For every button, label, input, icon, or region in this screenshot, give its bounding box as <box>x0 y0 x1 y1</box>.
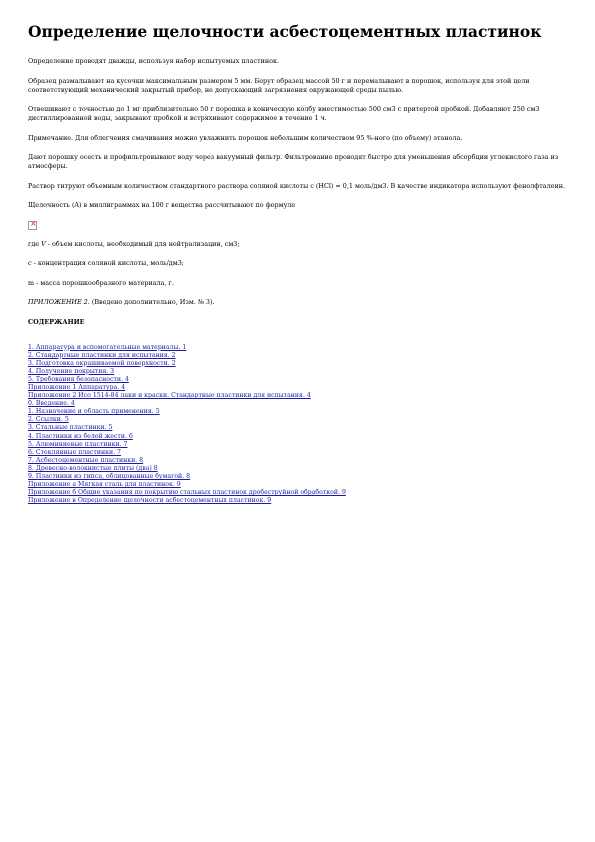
toc-link[interactable]: 5. Алюминиевые пластинки. 7 <box>28 440 128 448</box>
paragraph: Щелочность (A) в миллиграммах на 100 г вещества рассчитывают по формуле <box>28 201 296 209</box>
table-of-contents <box>28 344 567 506</box>
toc-link[interactable]: 2. Стандартные пластинки для испытания. 2 <box>28 351 176 359</box>
toc-link[interactable]: 4. Пластинки из белой жести. 6 <box>28 432 133 440</box>
broken-image-icon <box>28 221 37 230</box>
toc-link[interactable]: 3. Подготовка окрашиваемой поверхности. 2 <box>28 359 176 367</box>
toc-link[interactable]: 3. Стальные пластинки. 5 <box>28 424 113 432</box>
symbol-v: V <box>41 239 46 248</box>
toc-link[interactable]: Приложение 1 Аппаратура. 4 <box>28 383 126 391</box>
toc-link[interactable]: 6. Стеклянные пластинки. 7 <box>28 448 121 456</box>
toc-link[interactable]: 1. Назначение и область применения. 5 <box>28 408 160 416</box>
toc-link[interactable]: Приложение а Мягкая сталь для пластинок. 9 <box>28 481 181 489</box>
toc-link[interactable]: 4. Получение покрытия. 3 <box>28 367 115 375</box>
toc-item <box>28 433 567 441</box>
paragraph: Дают порошку осесть и профильтровывают воду через вакуумный фильтр. Фильтрование проводят быстро для уменьшения абсорбции углекислого газа из атмосферы. <box>28 153 559 170</box>
page-title: Определение щелочности асбестоцементных пластинок <box>28 22 542 41</box>
toc-item <box>28 408 567 416</box>
paragraph: Примечание. Для облегчения смачивания можно увлажнить порошок небольшим количеством 95 %-ного (по объему) этанола. <box>28 133 463 142</box>
definition-v-text: - объем кислоты, необходимый для нейтрализации, см3; <box>45 239 240 248</box>
toc-item <box>28 360 567 368</box>
toc-item <box>28 473 567 481</box>
toc-link[interactable]: Приложение б Общие указания по покрытию стальных пластинок дробеструйной обработкой. 9 <box>28 489 346 497</box>
paragraph: Отвешивают с точностью до 1 мг приблизительно 50 г порошка в коническую колбу вместимостью 500 см3 с притертой пробкой. Добавляют 250 см3 дистиллированной воды, закрывают пробкой и встряхивают содержимое в течение 1 ч. <box>28 105 540 122</box>
toc-item <box>28 457 567 465</box>
toc-item <box>28 344 567 352</box>
toc-link[interactable]: 5. Требования безопасности. 4 <box>28 375 129 383</box>
paragraph: Образец размалывают на кусочки максимальным размером 5 мм. Берут образец массой 50 г и перемалывают в порошок, используя для этой цели соответствующий механический закрытый прибор, не допускающий загрязнения окружающей среды пылью. <box>28 76 530 94</box>
toc-link[interactable]: 1. Аппаратура и вспомогательные материалы. 1 <box>28 343 187 351</box>
toc-item <box>28 465 567 473</box>
toc-item <box>28 489 567 497</box>
toc-item <box>28 400 567 408</box>
toc-item <box>28 424 567 432</box>
paragraph: Раствор титруют объемным количеством стандартного раствора соляной кислоты с (HCl) = 0,1 моль/дм3. В качестве индикатора используют фенолфталеин. <box>28 181 565 190</box>
toc-item <box>28 392 567 400</box>
paragraph: Определение проводят дважды, используя набор испытуемых пластинок. <box>28 57 280 65</box>
symbol-c: c <box>28 259 32 267</box>
toc-heading: СОДЕРЖАНИЕ <box>28 317 85 326</box>
appendix-note <box>28 298 567 307</box>
toc-item <box>28 441 567 449</box>
appendix-text: (Введено дополнительно, Изм. № 3). <box>89 298 215 306</box>
definition-v: где V - объем кислоты, необходимый для нейтрализации, см3; <box>28 239 240 248</box>
toc-link[interactable]: 7. Асбестоцементные пластинки. 8 <box>28 456 144 464</box>
toc-link[interactable]: Приложение 2 Исо 1514-84 лаки и краски. Стандартные пластинки для испытания. 4 <box>28 392 311 400</box>
toc-item <box>28 352 567 360</box>
toc-link[interactable]: 8. Древесно-волокнистые плиты (два) 8 <box>28 464 158 472</box>
toc-link[interactable]: 9. Пластинки из гипса, облицованные бумагой. 8 <box>28 473 191 480</box>
toc-item <box>28 497 567 505</box>
appendix-label: ПРИЛОЖЕНИЕ 2. <box>28 298 90 306</box>
toc-item <box>28 376 567 384</box>
toc-link[interactable]: 2. Ссылки. 5 <box>28 416 69 424</box>
toc-link[interactable]: Приложение в Определение щелочности асбестоцементных пластинок. 9 <box>28 497 272 505</box>
definition-m: m - масса порошкообразного материала, г. <box>28 278 174 287</box>
definition-c-text: - концентрация соляной кислоты, моль/дм3; <box>31 259 184 267</box>
toc-item <box>28 368 567 376</box>
definition-c <box>28 259 567 268</box>
toc-item <box>28 384 567 392</box>
toc-link[interactable]: 0. Введение. 4 <box>28 400 75 408</box>
toc-item <box>28 449 567 457</box>
toc-item <box>28 481 567 489</box>
toc-item <box>28 416 567 424</box>
